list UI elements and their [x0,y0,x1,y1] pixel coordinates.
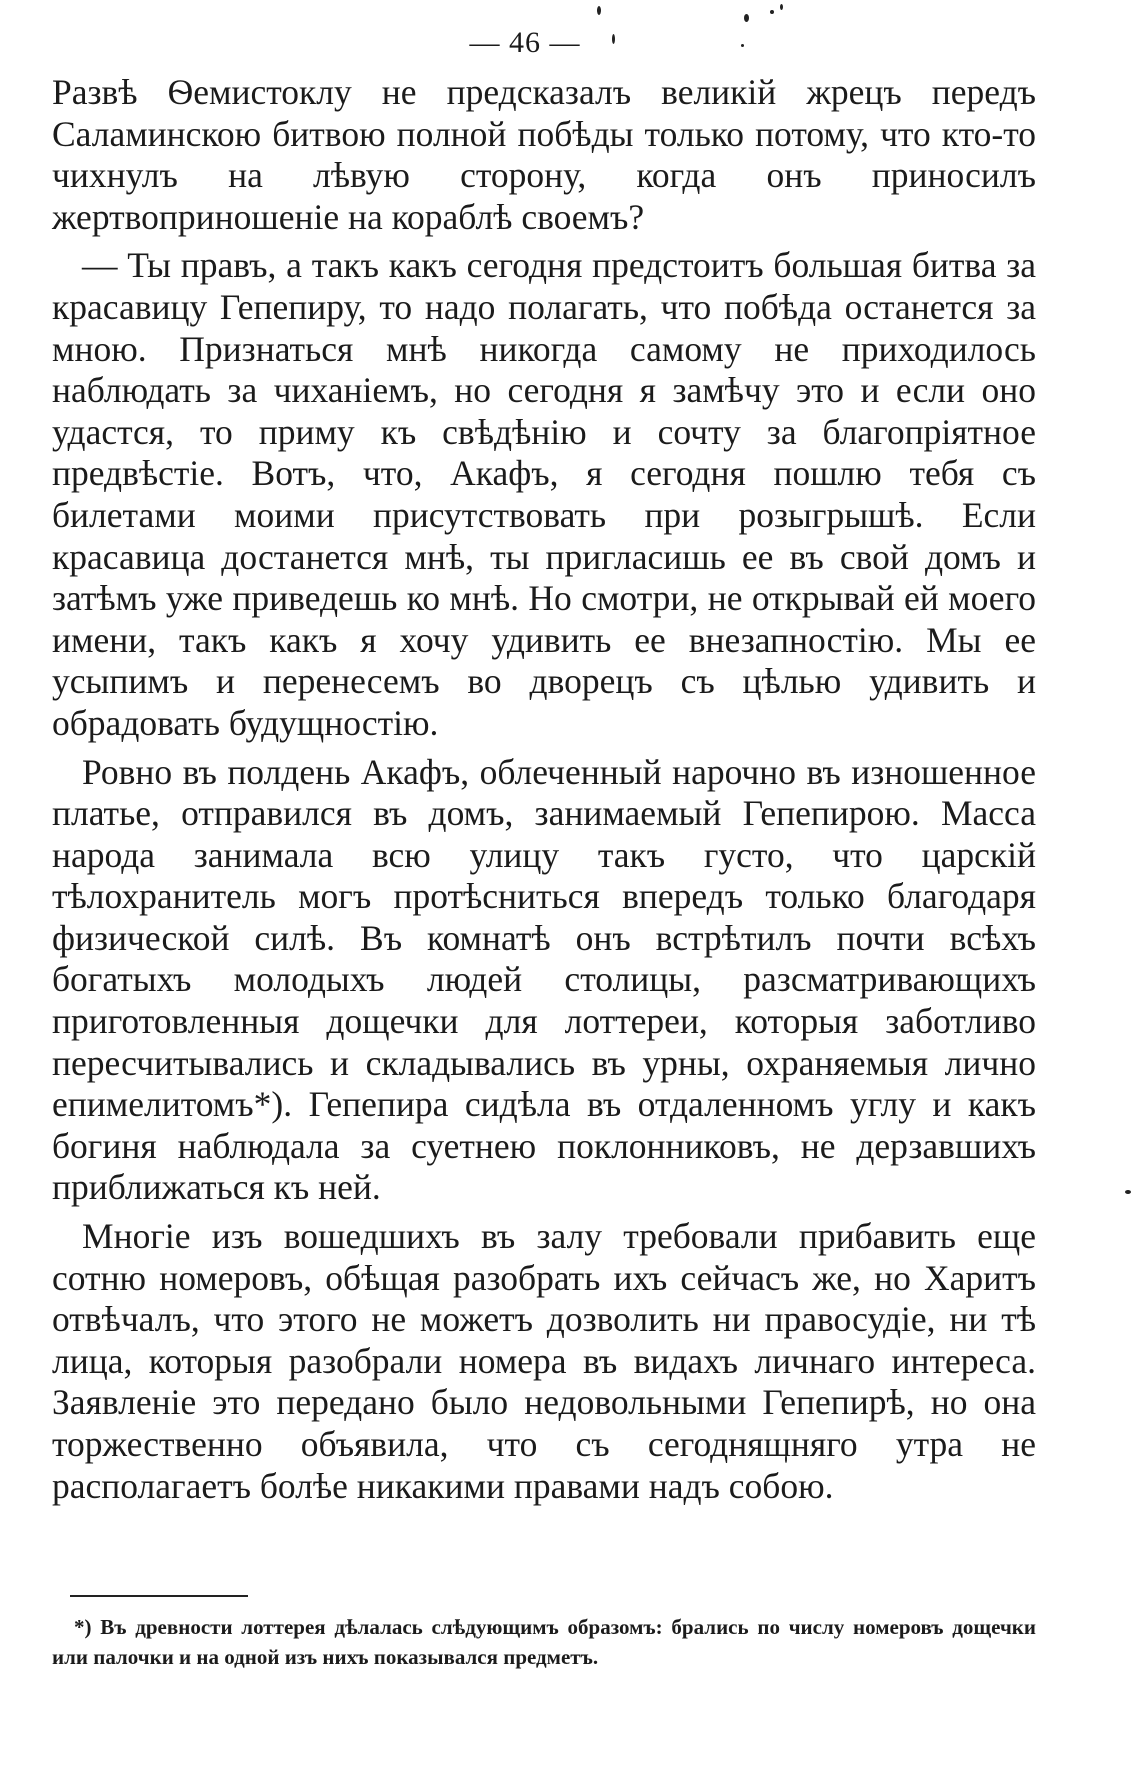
ink-speck [770,10,774,14]
main-text [52,72,1036,1514]
ink-speck [612,34,615,44]
paragraph-3: Ровно въ полдень Акафъ, облеченный нарочно въ изношенное платье, отправился въ домъ, занимаемый Гепепирою. Масса народа занимала всю улицу такъ густо, что царскій тѣлохранитель могъ протѣсниться впередъ только благодаря физической силѣ. Въ комнатѣ онъ встрѣтилъ почти всѣхъ богатыхъ молодыхъ людей столицы, разсматривающихъ приготовленныя дощечки для лоттереи, которыя заботливо пересчитывались и складывались въ урны, охраняемыя лично епимелитомъ*). Гепепира сидѣла въ отдаленномъ углу и какъ богиня наблюдала за суетнею поклонниковъ, не дерзавшихъ приближаться къ ней. [52,751,1036,1208]
page-number: — 46 — [469,26,581,59]
ink-speck [741,44,744,47]
ink-speck [780,4,783,10]
footnote: *) Въ древности лоттерея дѣлалась слѣдующимъ образомъ: брались по числу номеровъ дощечки или палочки и на одной изъ нихъ показывался предметъ. [52,1615,1036,1669]
paragraph-4: Многіе изъ вошедшихъ въ залу требовали прибавить еще сотню номеровъ, обѣщая разобрать ихъ сейчасъ же, но Харитъ отвѣчалъ, что этого не можетъ дозволить ни правосудіе, ни тѣ лица, которыя разобрали номера въ видахъ личнаго интереса. Заявленіе это передано было недовольными Гепепирѣ, но она торжественно объявила, что съ сегодняшняго утра не располагаетъ болѣе никакими правами надъ собою. [52,1216,1036,1506]
ink-speck [597,6,601,15]
ink-speck [1125,1190,1131,1194]
paragraph-2: — Ты правъ, а такъ какъ сегодня предстоитъ большая битва за красавицу Гепепиру, то надо полагать, что побѣда останется за мною. Признаться мнѣ никогда самому не приходилось наблюдать за чиханіемъ, но сегодня я замѣчу это и если оно удастся, то приму къ свѣдѣнію и сочту за благопріятное предвѣстіе. Вотъ, что, Акафъ, я сегодня пошлю тебя съ билетами моими присутствовать при розыгрышѣ. Если красавица достанется мнѣ, ты пригласишь ее въ свой домъ и затѣмъ уже приведешь ко мнѣ. Но смотри, не открывай ей моего имени, такъ какъ я хочу удивить ее внезапностію. Мы ее усыпимъ и перенесемъ во дворецъ съ цѣлью удивить и обрадовать будущностію. [52,245,1036,743]
paragraph-1: Развѣ Ѳемистоклу не предсказалъ великій жрецъ передъ Саламинскою битвою полной побѣды только потому, что кто-то чихнулъ на лѣвую сторону, когда онъ приносилъ жертвоприношеніе на кораблѣ своемъ? [52,72,1036,237]
ink-speck [744,14,749,22]
footnote-divider [70,1595,248,1597]
